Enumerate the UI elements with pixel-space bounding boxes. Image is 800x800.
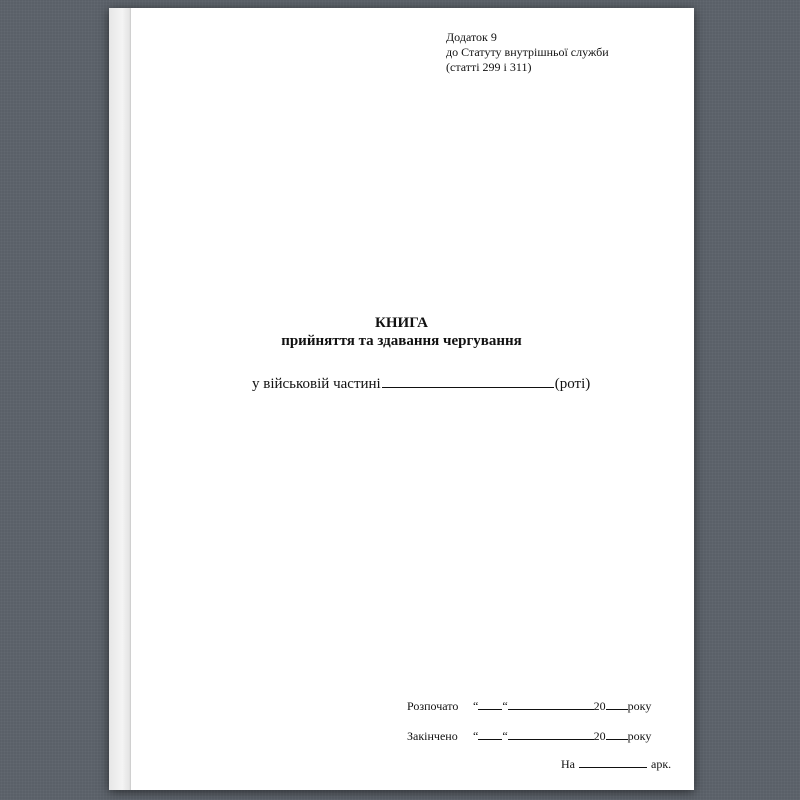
day-blank	[478, 727, 502, 740]
year-word: року	[627, 729, 652, 743]
year-word: року	[627, 699, 652, 713]
appendix-header	[446, 30, 609, 75]
year-blank	[606, 727, 628, 740]
year-blank	[606, 697, 628, 710]
page-binding-strip	[109, 8, 131, 790]
quote-open: “	[473, 699, 479, 713]
sheets-blank	[579, 755, 647, 768]
century-prefix: 20	[593, 729, 606, 743]
quote-open: “	[473, 729, 479, 743]
month-blank	[508, 697, 594, 710]
book-subtitle: прийняття та здавання чергування	[281, 333, 522, 349]
unit-suffix: (роті)	[554, 376, 591, 392]
appendix-articles: (статті 299 і 311)	[446, 60, 532, 74]
document-page	[109, 8, 694, 790]
started-label: Розпочато	[407, 699, 459, 713]
day-blank	[478, 697, 502, 710]
unit-prefix: у військовій частині	[252, 376, 381, 392]
started-date-row	[407, 697, 651, 713]
quote-close: “	[502, 699, 508, 713]
military-unit-line	[252, 375, 590, 393]
finished-label: Закінчено	[407, 729, 458, 743]
finished-date-row	[407, 727, 651, 743]
sheets-count-row	[561, 755, 671, 771]
century-prefix: 20	[593, 699, 606, 713]
book-title: КНИГА	[375, 315, 428, 331]
month-blank	[508, 727, 594, 740]
quote-close: “	[502, 729, 508, 743]
appendix-number: Додаток 9	[446, 30, 497, 44]
sheets-prefix: На	[561, 757, 575, 771]
sheets-suffix: арк.	[651, 757, 672, 771]
unit-blank	[382, 375, 554, 388]
appendix-statute: до Статуту внутрішньої служби	[446, 45, 609, 59]
